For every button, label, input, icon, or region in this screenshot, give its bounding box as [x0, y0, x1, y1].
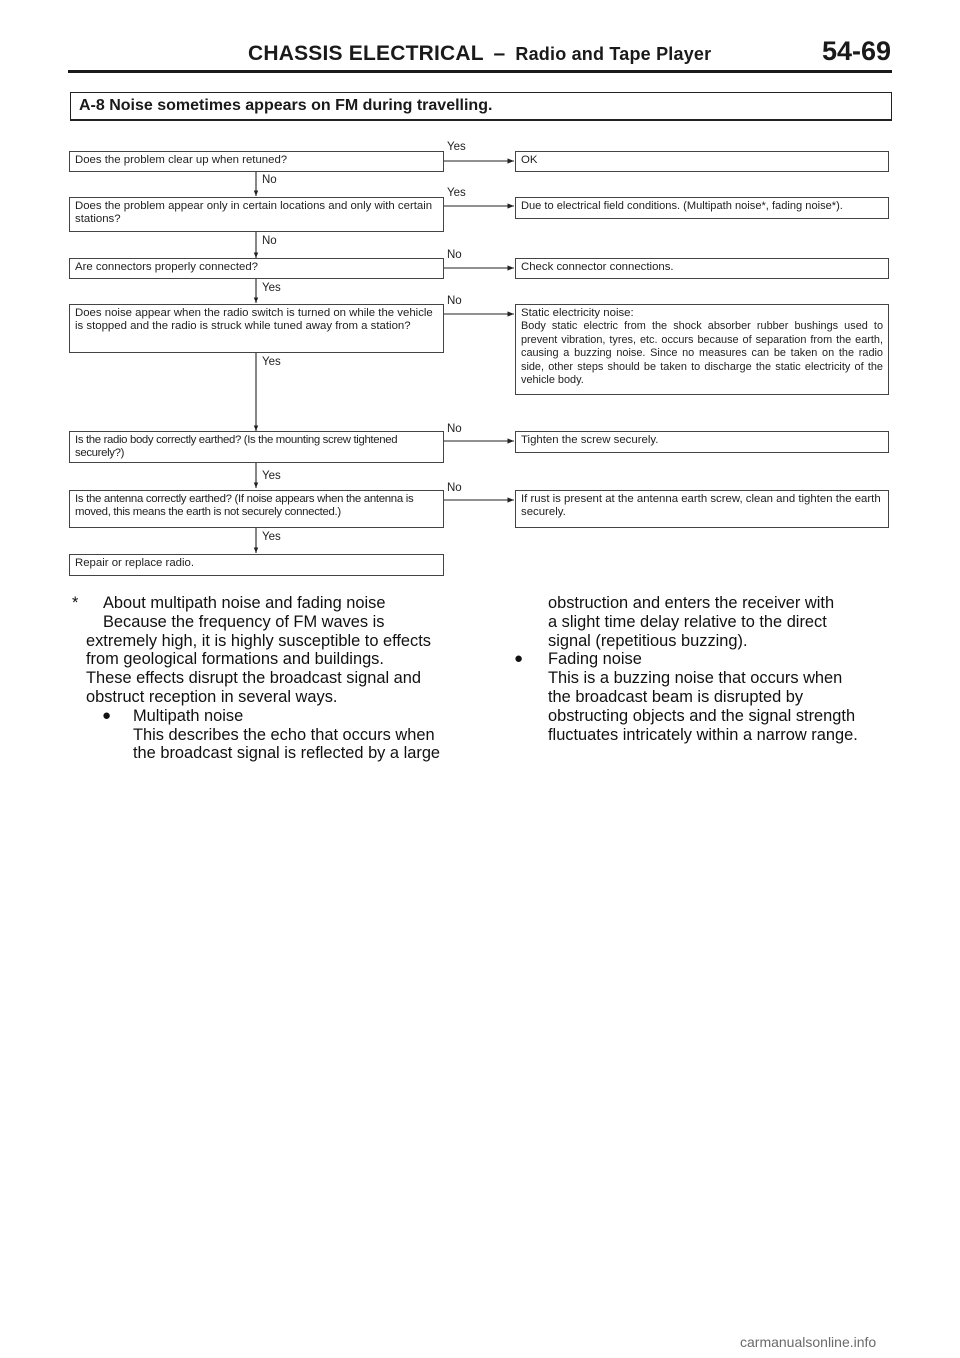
label-q2-yes: Yes: [447, 187, 466, 199]
notes-intro-line: obstruct reception in several ways.: [86, 687, 338, 706]
label-q3-no: No: [447, 249, 462, 261]
label-q2-no: No: [262, 235, 277, 247]
notes-intro-line: from geological formations and buildings.: [86, 650, 384, 669]
multipath-line: the broadcast signal is reflected by a large: [133, 744, 441, 763]
asterisk-marker: *: [72, 594, 79, 612]
notes-intro-line: These effects disrupt the broadcast signal and: [86, 669, 421, 688]
bullet-icon: ●: [102, 706, 112, 724]
notes-intro-line: Because the frequency of FM waves is: [103, 612, 385, 631]
label-q6-no: No: [447, 482, 462, 494]
result-6: If rust is present at the antenna earth screw, clean and tighten the earth securely.: [515, 490, 889, 528]
label-q3-yes: Yes: [262, 282, 281, 294]
header-separator: –: [493, 42, 506, 65]
multipath-title: Multipath noise: [133, 706, 244, 725]
label-q4-yes: Yes: [262, 356, 281, 368]
fading-line: obstructing objects and the signal strength: [548, 706, 856, 725]
bullet-fading: [514, 650, 888, 669]
label-q1-no: No: [262, 174, 277, 186]
bullet-multipath: [86, 707, 462, 726]
notes-left-column: [72, 594, 462, 763]
question-1: Does the problem clear up when retuned?: [69, 151, 444, 172]
fading-line: fluctuates intricately within a narrow range.: [548, 725, 858, 744]
section-title: A-8 Noise sometimes appears on FM during travelling.: [70, 92, 892, 121]
label-q5-yes: Yes: [262, 470, 281, 482]
multipath-line: a slight time delay relative to the direct: [548, 612, 827, 631]
result-5: Tighten the screw securely.: [515, 431, 889, 453]
question-5: Is the radio body correctly earthed? (Is the mounting screw tightened securely?): [69, 431, 444, 463]
header-subsection: Radio and Tape Player: [515, 44, 712, 64]
multipath-line: obstruction and enters the receiver with: [548, 594, 835, 612]
question-4: Does noise appear when the radio switch is turned on while the vehicle is stopped and the radio is struck while tuned away from a station?: [69, 304, 444, 353]
result-4-title: Static electricity noise:: [521, 307, 634, 319]
page-number: 54-69: [822, 36, 892, 66]
multipath-line: signal (repetitious buzzing).: [548, 631, 748, 650]
label-q4-no: No: [447, 295, 462, 307]
question-2: Does the problem appear only in certain locations and only with certain stations?: [69, 197, 444, 232]
label-q5-no: No: [447, 423, 462, 435]
label-q6-yes: Yes: [262, 531, 281, 543]
question-7: Repair or replace radio.: [69, 554, 444, 576]
notes-intro-line: extremely high, it is highly susceptible to effects: [86, 631, 431, 650]
notes-right-column: [514, 594, 888, 744]
result-4-body: Body static electric from the shock absorber rubber bushings used to prevent vibration, tyres, etc. occurs because of separation from the earth, causing a buzzing noise. Since no measures can be taken on the radio side, other steps should be taken to discharge the static electricity of the vehicle body.: [521, 320, 883, 386]
label-q1-yes: Yes: [447, 141, 466, 153]
result-3: Check connector connections.: [515, 258, 889, 279]
watermark: carmanualsonline.info: [740, 1334, 877, 1350]
bullet-icon: ●: [514, 650, 524, 668]
result-2: Due to electrical field conditions. (Multipath noise*, fading noise*).: [515, 197, 889, 219]
result-1: OK: [515, 151, 889, 172]
header-section: CHASSIS ELECTRICAL: [248, 42, 484, 65]
multipath-line: This describes the echo that occurs when: [133, 725, 435, 744]
question-6: Is the antenna correctly earthed? (If noise appears when the antenna is moved, this means the earth is not securely connected.): [69, 490, 444, 528]
fading-title: Fading noise: [548, 650, 642, 669]
fading-line: This is a buzzing noise that occurs when: [548, 669, 843, 688]
notes-heading: About multipath noise and fading noise: [103, 594, 386, 612]
question-3: Are connectors properly connected?: [69, 258, 444, 279]
result-4: [515, 304, 889, 395]
fading-line: the broadcast beam is disrupted by: [548, 687, 804, 706]
